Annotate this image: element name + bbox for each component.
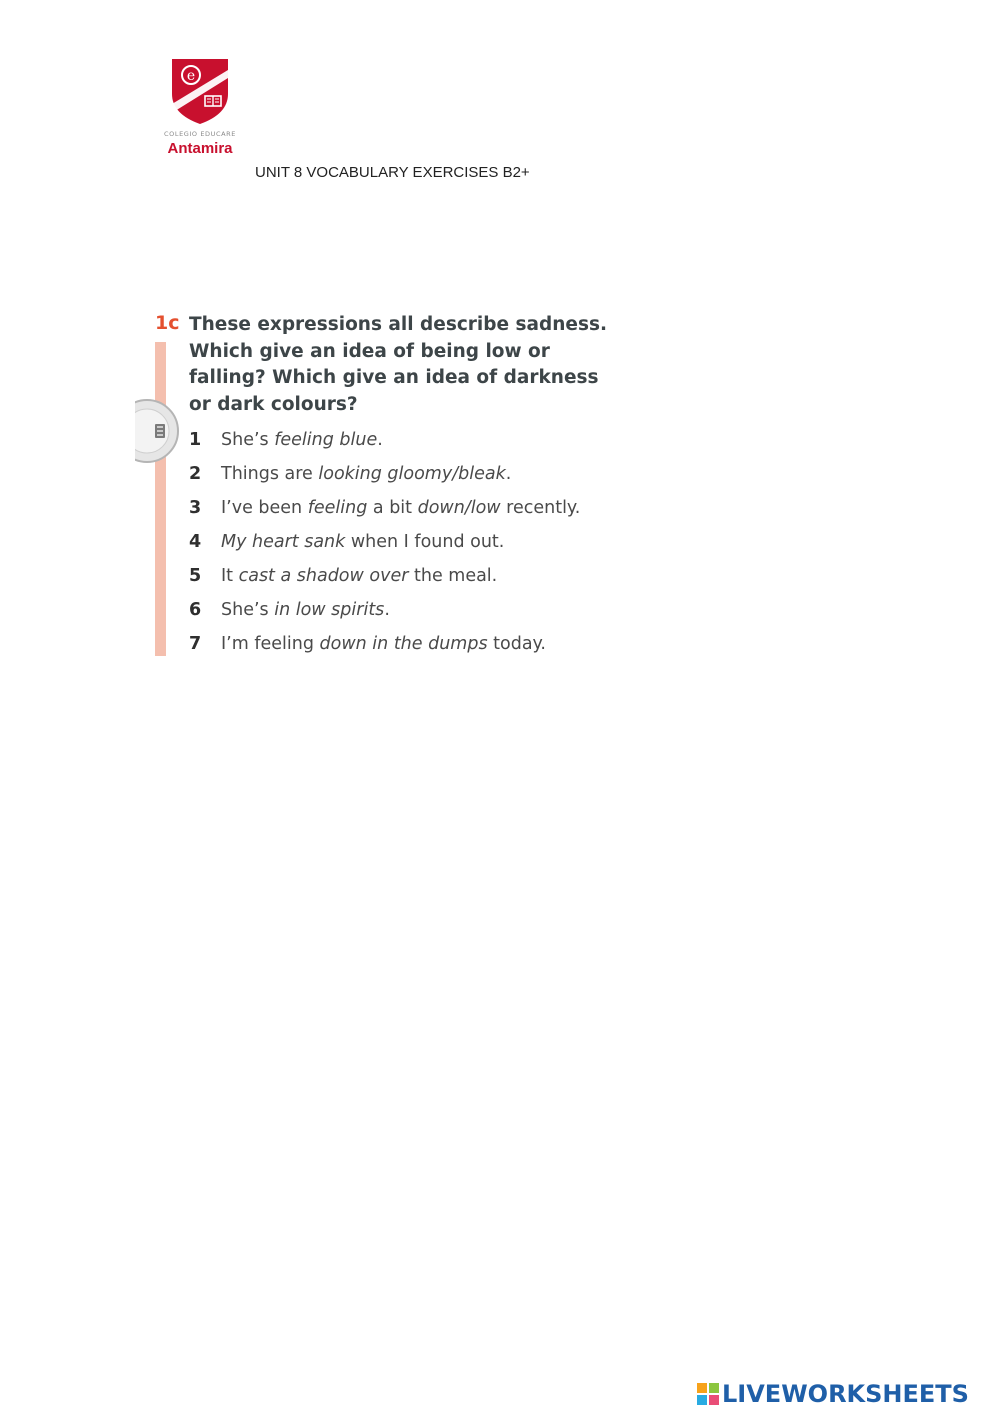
audio-cd-icon bbox=[135, 398, 181, 464]
exercise-instruction bbox=[189, 312, 629, 418]
liveworksheets-icon bbox=[697, 1383, 719, 1405]
list-item bbox=[189, 596, 580, 630]
item-text: when I found out. bbox=[345, 532, 505, 552]
item-text: . bbox=[384, 600, 390, 620]
list-item bbox=[189, 562, 580, 596]
item-expression: feeling blue bbox=[274, 430, 378, 450]
unit-title: UNIT 8 VOCABULARY EXERCISES B2+ bbox=[255, 164, 530, 181]
item-expression: down in the dumps bbox=[319, 634, 488, 654]
item-text: today. bbox=[487, 634, 546, 654]
instruction-line: falling? Which give an idea of darkness bbox=[189, 367, 599, 388]
item-number: 6 bbox=[189, 600, 202, 620]
item-text: It bbox=[221, 566, 239, 586]
item-expression: cast a shadow over bbox=[238, 566, 409, 586]
item-expression: feeling bbox=[307, 498, 368, 518]
exercise-number: 1c bbox=[155, 312, 180, 334]
item-expression: down/low bbox=[417, 498, 501, 518]
item-number: 3 bbox=[189, 498, 202, 518]
item-expression: looking gloomy/bleak bbox=[318, 464, 506, 484]
item-text: I’m feeling bbox=[221, 634, 320, 654]
item-text: a bit bbox=[367, 498, 418, 518]
list-item bbox=[189, 494, 580, 528]
school-logo bbox=[155, 56, 245, 157]
list-item bbox=[189, 460, 580, 494]
instruction-line: Which give an idea of being low or bbox=[189, 340, 550, 362]
list-item bbox=[189, 426, 580, 460]
item-text: She’s bbox=[221, 600, 275, 620]
instruction-line: or dark colours? bbox=[189, 393, 358, 415]
item-text: . bbox=[505, 464, 512, 484]
item-number: 7 bbox=[189, 634, 202, 654]
item-text: Things are bbox=[221, 464, 319, 484]
item-text: She’s bbox=[221, 430, 275, 450]
item-number: 2 bbox=[189, 464, 202, 484]
item-number: 4 bbox=[189, 532, 202, 552]
item-text: the meal. bbox=[408, 566, 498, 586]
item-expression: My heart sank bbox=[221, 532, 346, 552]
liveworksheets-logo bbox=[697, 1378, 969, 1410]
item-expression: in low spirits bbox=[274, 600, 385, 620]
list-item bbox=[189, 528, 580, 562]
item-text: . bbox=[377, 430, 383, 450]
item-number: 1 bbox=[189, 430, 202, 450]
item-text: I’ve been bbox=[221, 498, 308, 518]
liveworksheets-brand: LIVEWORKSHEETS bbox=[722, 1380, 969, 1408]
school-name: Antamira bbox=[167, 140, 233, 157]
exercise-1c bbox=[155, 312, 635, 660]
list-item bbox=[189, 630, 580, 664]
school-crest-icon bbox=[169, 56, 231, 126]
item-text: recently. bbox=[500, 498, 581, 518]
school-subtitle: COLEGIO EDUCARE bbox=[164, 130, 236, 138]
svg-text:e: e bbox=[186, 68, 196, 84]
accent-bar bbox=[155, 342, 166, 656]
instruction-line: These expressions all describe sadness. bbox=[189, 314, 608, 335]
expression-list bbox=[189, 426, 580, 664]
item-number: 5 bbox=[189, 566, 202, 586]
